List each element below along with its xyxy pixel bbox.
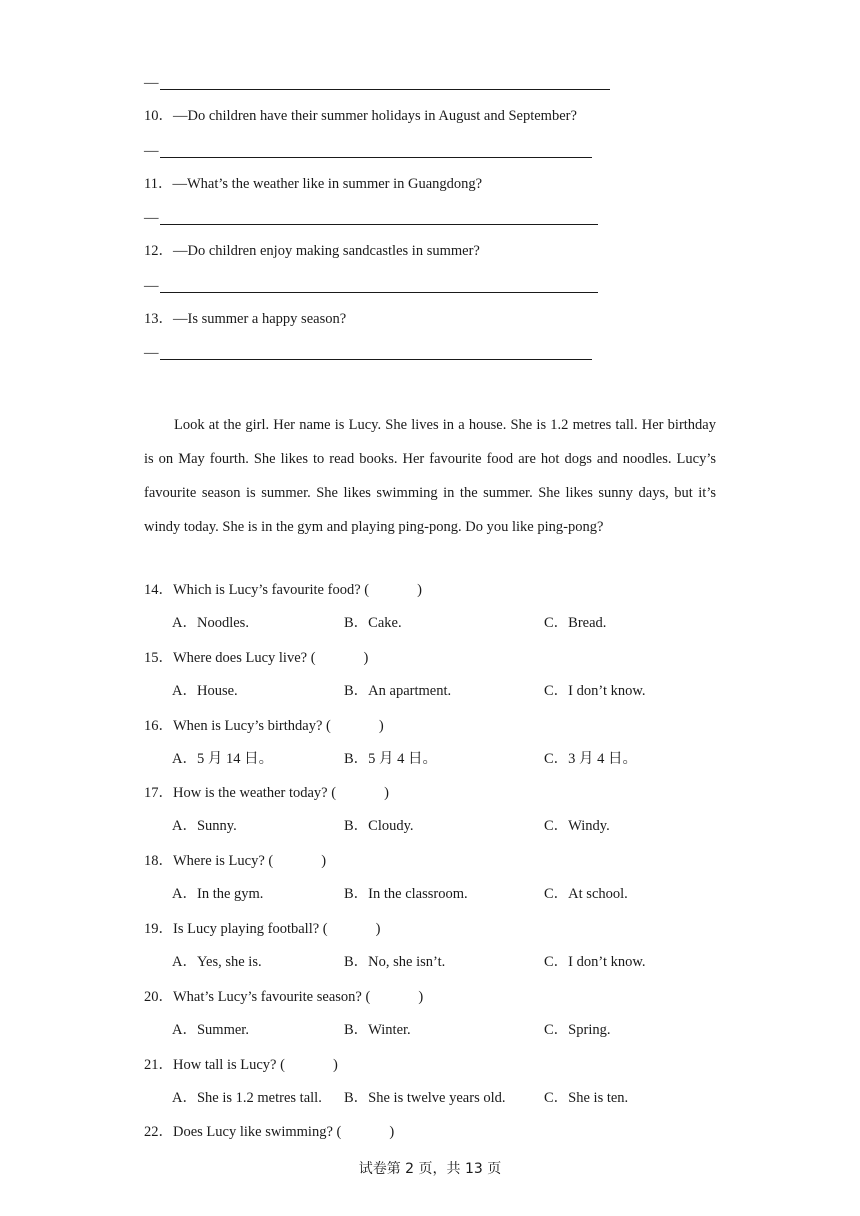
- answer-dash: —: [144, 75, 159, 91]
- question-11: [144, 175, 482, 193]
- question-16: [144, 717, 384, 735]
- question-text: Is Lucy playing football?: [173, 921, 320, 937]
- option-a[interactable]: [172, 885, 263, 903]
- question-12: [144, 242, 480, 260]
- answer-line-13[interactable]: [144, 344, 592, 362]
- option-letter: C．: [544, 683, 569, 699]
- option-text: I don’t know.: [568, 954, 646, 970]
- question-number: 19．: [144, 921, 173, 937]
- option-c[interactable]: [544, 682, 646, 700]
- option-text: 5 月 4 日。: [368, 751, 438, 767]
- question-text: Does Lucy like swimming?: [173, 1124, 333, 1140]
- answer-line-11[interactable]: [144, 209, 598, 227]
- question-number: 20．: [144, 989, 173, 1005]
- page-footer: 试卷第 2 页，共 13 页: [358, 1161, 502, 1177]
- question-19: [144, 920, 380, 938]
- option-letter: C．: [544, 1022, 569, 1038]
- answer-bracket-close: ): [332, 1057, 338, 1073]
- option-a[interactable]: [172, 953, 262, 971]
- answer-bracket-close: ): [363, 650, 369, 666]
- option-text: Spring.: [568, 1022, 611, 1038]
- question-text: —Is summer a happy season?: [173, 311, 347, 327]
- option-text: No, she isn’t.: [368, 954, 446, 970]
- option-letter: B．: [344, 886, 369, 902]
- options-row: [172, 750, 732, 768]
- answer-underline: [160, 292, 598, 293]
- option-text: An apartment.: [368, 683, 452, 699]
- option-text: 3 月 4 日。: [568, 751, 638, 767]
- answer-bracket-open: (: [364, 582, 370, 598]
- option-text: In the classroom.: [368, 886, 468, 902]
- answer-bracket-open: (: [268, 853, 274, 869]
- option-letter: A．: [172, 886, 197, 902]
- option-a[interactable]: [172, 614, 249, 632]
- option-text: In the gym.: [196, 886, 264, 902]
- question-14: [144, 581, 422, 599]
- options-row: [172, 1021, 732, 1039]
- question-number: 16．: [144, 718, 173, 734]
- option-letter: B．: [344, 683, 369, 699]
- answer-underline: [160, 157, 592, 158]
- question-number: 10．: [144, 108, 173, 124]
- answer-bracket-close: ): [389, 1124, 395, 1140]
- options-row: [172, 1089, 732, 1107]
- option-a[interactable]: [172, 682, 238, 700]
- option-b[interactable]: [344, 1089, 506, 1107]
- option-c[interactable]: [544, 885, 628, 903]
- option-a[interactable]: [172, 817, 237, 835]
- question-number: 17．: [144, 785, 173, 801]
- options-row: [172, 885, 732, 903]
- question-number: 14．: [144, 582, 173, 598]
- question-text: What’s Lucy’s favourite season?: [173, 989, 362, 1005]
- option-letter: C．: [544, 615, 569, 631]
- answer-bracket-close: ): [417, 582, 422, 598]
- option-text: Windy.: [568, 818, 610, 834]
- answer-underline: [160, 89, 610, 90]
- option-letter: B．: [344, 954, 369, 970]
- option-letter: A．: [172, 818, 197, 834]
- answer-dash: —: [144, 345, 159, 361]
- option-c[interactable]: [544, 614, 606, 632]
- option-c[interactable]: [544, 1089, 628, 1107]
- option-letter: B．: [344, 1090, 369, 1106]
- question-18: [144, 852, 326, 870]
- option-a[interactable]: [172, 1089, 322, 1107]
- option-b[interactable]: [344, 953, 445, 971]
- option-letter: C．: [544, 751, 569, 767]
- option-letter: C．: [544, 1090, 569, 1106]
- answer-line-12[interactable]: [144, 277, 598, 295]
- option-text: Cloudy.: [368, 818, 414, 834]
- option-b[interactable]: [344, 1021, 411, 1039]
- question-number: 18．: [144, 853, 173, 869]
- answer-bracket-open: (: [280, 1057, 285, 1073]
- question-text: Which is Lucy’s favourite food?: [173, 582, 361, 598]
- answer-underline: [160, 224, 598, 225]
- question-number: 21．: [144, 1057, 173, 1073]
- answer-dash: —: [144, 278, 159, 294]
- option-text: Yes, she is.: [196, 954, 262, 970]
- question-13: [144, 310, 346, 328]
- option-text: Noodles.: [196, 615, 249, 631]
- answer-bracket-close: ): [378, 718, 384, 734]
- option-letter: A．: [172, 1022, 197, 1038]
- question-text: —Do children have their summer holidays in August and September?: [173, 108, 577, 124]
- option-text: Winter.: [368, 1022, 411, 1038]
- option-letter: A．: [172, 1090, 197, 1106]
- question-number: 11．: [144, 176, 173, 192]
- reading-passage: Look at the girl. Her name is Lucy. She lives in a house. She is 1.2 metres tall. Her birthday is on May fourth. She likes to read books. Her favourite food are hot dogs and noodles. Lucy’s favourite season is summer. She likes swimming in the summer. She likes sunny days, but it’s windy today. She is in the gym and playing ping-pong. Do you like ping-pong?: [144, 417, 716, 535]
- question-10: [144, 107, 577, 125]
- question-number: 12．: [144, 243, 173, 259]
- options-row: [172, 614, 732, 632]
- option-letter: A．: [172, 954, 197, 970]
- option-text: Cake.: [368, 615, 402, 631]
- answer-bracket-close: ): [384, 785, 389, 801]
- option-letter: B．: [344, 615, 369, 631]
- question-number: 15．: [144, 650, 173, 666]
- answer-bracket-open: (: [365, 989, 371, 1005]
- option-text: 5 月 14 日。: [196, 751, 274, 767]
- answer-dash: —: [144, 210, 159, 226]
- question-21: [144, 1056, 338, 1074]
- option-text: She is ten.: [568, 1090, 629, 1106]
- answer-bracket-open: (: [326, 718, 331, 734]
- answer-bracket-open: (: [336, 1124, 342, 1140]
- option-letter: B．: [344, 1022, 369, 1038]
- option-letter: B．: [344, 818, 369, 834]
- option-c[interactable]: [544, 750, 637, 768]
- option-b[interactable]: [344, 682, 451, 700]
- answer-dash: —: [144, 143, 159, 159]
- question-text: —What’s the weather like in summer in Guangdong?: [172, 176, 483, 192]
- option-letter: A．: [172, 751, 197, 767]
- option-c[interactable]: [544, 817, 610, 835]
- option-b[interactable]: [344, 750, 437, 768]
- options-row: [172, 953, 732, 971]
- option-text: She is 1.2 metres tall.: [196, 1090, 322, 1106]
- option-letter: A．: [172, 615, 197, 631]
- option-letter: C．: [544, 886, 569, 902]
- option-letter: C．: [544, 954, 569, 970]
- answer-bracket-close: ): [375, 921, 381, 937]
- answer-bracket-open: (: [331, 785, 337, 801]
- question-15: [144, 649, 368, 667]
- question-20: [144, 988, 423, 1006]
- option-letter: A．: [172, 683, 197, 699]
- option-text: I don’t know.: [568, 683, 646, 699]
- option-c[interactable]: [544, 1021, 610, 1039]
- question-text: Where is Lucy?: [173, 853, 265, 869]
- option-text: Bread.: [568, 615, 607, 631]
- option-letter: B．: [344, 751, 369, 767]
- question-17: [144, 784, 389, 802]
- answer-line-10[interactable]: [144, 142, 592, 160]
- option-b[interactable]: [344, 614, 402, 632]
- question-22: [144, 1123, 394, 1141]
- question-text: How tall is Lucy?: [173, 1057, 277, 1073]
- question-text: Where does Lucy live?: [173, 650, 308, 666]
- option-b[interactable]: [344, 885, 468, 903]
- question-text: How is the weather today?: [173, 785, 328, 801]
- options-row: [172, 682, 732, 700]
- question-number: 13．: [144, 311, 173, 327]
- answer-bracket-open: (: [322, 921, 328, 937]
- option-text: Sunny.: [196, 818, 237, 834]
- option-a[interactable]: [172, 750, 273, 768]
- answer-bracket-open: (: [310, 650, 316, 666]
- question-text: When is Lucy’s birthday?: [173, 718, 323, 734]
- option-b[interactable]: [344, 817, 414, 835]
- answer-bracket-close: ): [321, 853, 327, 869]
- question-number: 22．: [144, 1124, 173, 1140]
- option-text: Summer.: [196, 1022, 249, 1038]
- options-row: [172, 817, 732, 835]
- answer-underline: [160, 359, 592, 360]
- answer-line-9[interactable]: [144, 74, 610, 92]
- option-letter: C．: [544, 818, 569, 834]
- option-text: She is twelve years old.: [368, 1090, 506, 1106]
- option-text: At school.: [568, 886, 628, 902]
- option-c[interactable]: [544, 953, 646, 971]
- option-a[interactable]: [172, 1021, 249, 1039]
- option-text: House.: [196, 683, 238, 699]
- answer-bracket-close: ): [418, 989, 424, 1005]
- question-text: —Do children enjoy making sandcastles in summer?: [173, 243, 480, 259]
